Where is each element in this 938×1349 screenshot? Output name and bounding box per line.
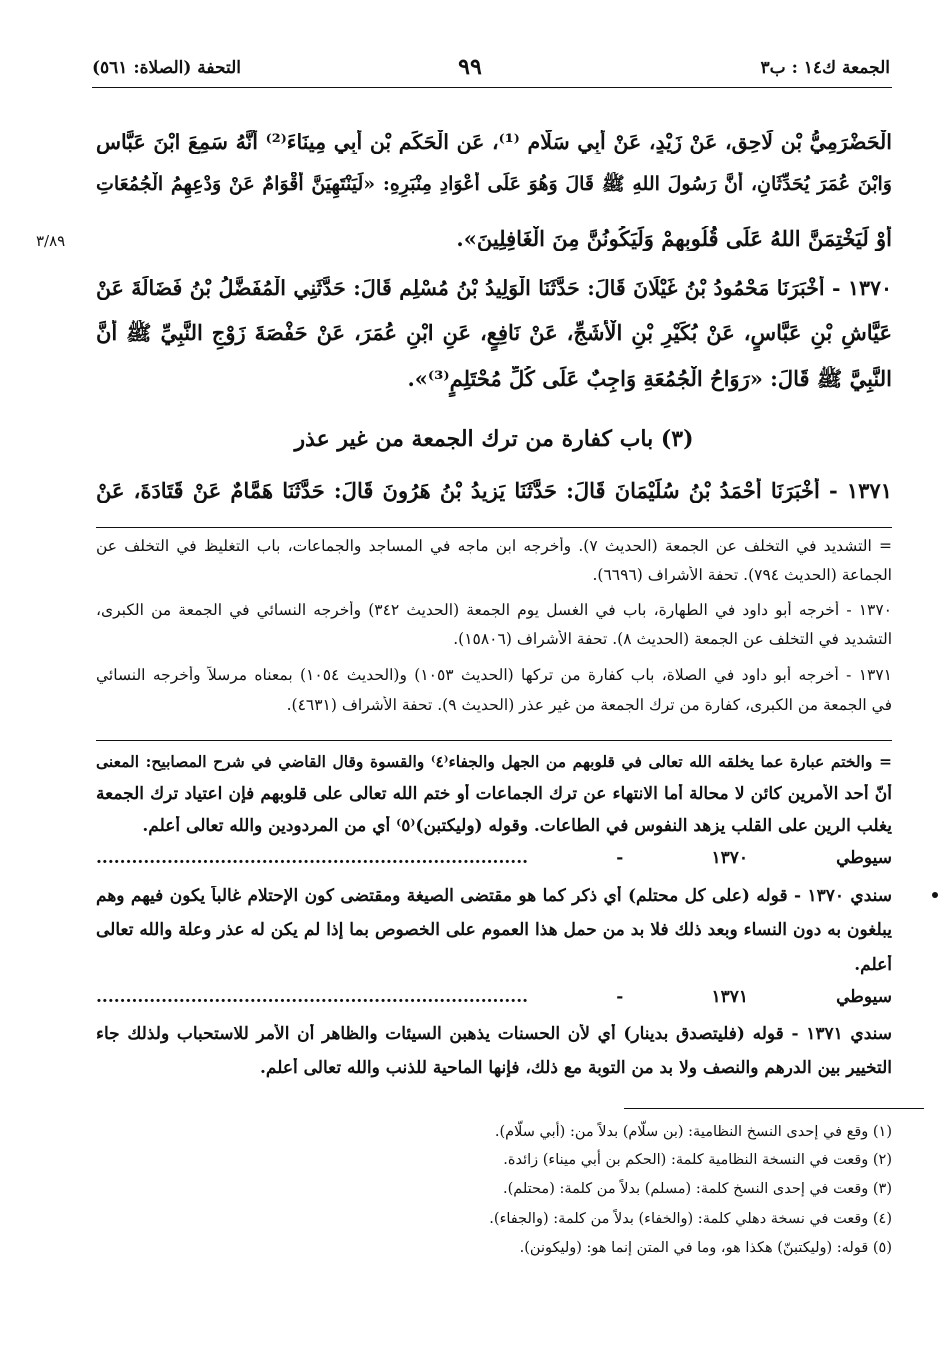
chapter-heading: (٣) باب كفارة من ترك الجمعة من غير عذر	[294, 426, 694, 452]
footnote: (٢) وقعت في النسخة النظامية كلمة: (الحكم بن أبي ميناء) زائدة.	[503, 1152, 892, 1168]
hadith-line: أَوْ لَيَخْتِمَنَّ اللهُ عَلَى قُلُوبِهِمْ وَلَيَكُونُنَّ مِنَ الْغَافِلِينَ».	[456, 226, 892, 251]
sharh-line: أعلم.	[854, 955, 892, 975]
suyuti-1370: سيوطي ١٣٧٠ - .........................................................................	[96, 848, 892, 868]
footnote: (٤) وقعت في نسخة دهلي كلمة: (والخفاء) بدلاً من كلمة: (والجفاء).	[489, 1211, 892, 1227]
hadith-line: ١٣٧١ - أَخْبَرَنَا أَحْمَدُ بْنُ سُلَيْمَانَ قَالَ: حَدَّثَنَا يَزِيدُ بْنُ هَرُونَ قَالَ: حَدَّثَنَا هَمَّامٌ عَنْ قَتَادَةَ، عَنْ	[96, 478, 892, 503]
sharh-line: التخيير بين الدرهم والنصف ولا بد من التوبة مع ذلك، فإنها الماحية للذنب والله تعالى أعلم.	[259, 1058, 892, 1078]
sharh-divider	[96, 740, 892, 741]
takhrij-line: ١٣٧١ - أخرجه أبو داود في الصلاة، باب كفارة من تركها (الحديث ١٠٥٣) و(الحديث ١٠٥٤) بمعناه مرسلاً وأخرجه النسائي	[96, 666, 892, 684]
sharh-line: أنّ أحد الأمرين كائن لا محالة أما الانتهاء عن ترك الجماعات أو ختم الله تعالى على قلوبهم فإن اعتياد ترك الجمعة	[96, 784, 892, 804]
margin-bullet	[932, 892, 938, 898]
page-number: ٩٩	[458, 54, 482, 80]
margin-volume-ref: ٣/٨٩	[36, 232, 66, 250]
sharh-line: = والختم عبارة عما يخلقه الله تعالى في قلوبهم من الجهل والجفاء⁽٤⁾ والقسوة وقال القاضي في شرح المصابيح: المعنى	[96, 752, 892, 771]
footnote: (١) وقع في إحدى النسخ النظامية: (بن سلّام) بدلاً من: (أبي سلّام).	[494, 1124, 892, 1140]
footnote: (٣) وقعت في إحدى النسخ كلمة: (مسلم) بدلاً من كلمة: (محتلم).	[502, 1181, 892, 1197]
hadith-line: ١٣٧٠ - أَخْبَرَنَا مَحْمُودُ بْنُ غَيْلَانَ قَالَ: حَدَّثَنَا الْوَلِيدُ بْنُ مُسْلِمٍ قَالَ: حَدَّثَنِي الْمُفَضَّلُ بْنُ فَضَالَةَ عَنْ	[96, 276, 892, 300]
sindi-1371: سندي ١٣٧١ - قوله (فليتصدق بدينار) أي لأن الحسنات يذهبن السيئات والظاهر أن الأمر للاستحباب ولذلك جاء	[96, 1024, 892, 1044]
footnote: (٥) قوله: (وليكتبنّ) هكذا هو، وما في المتن إنما هو: (وليكونن).	[519, 1240, 892, 1256]
takhrij-line: = التشديد في التخلف عن الجمعة (الحديث ٧). وأخرجه ابن ماجه في المساجد والجماعات، باب التغليظ في التخلف عن	[96, 537, 892, 555]
hadith-line: الْحَضْرَمِيُّ بْنِ لَاحِقٍ، عَنْ زَيْدٍ، عَنْ أَبِي سَلَّامٍ ⁽¹⁾، عَنِ الْحَكَمِ بْنِ أَبِي مِينَاءَ⁽²⁾ أَنَّهُ سَمِعَ ابْنَ عَبَّاسٍ	[96, 130, 892, 154]
sindi-1370: سندي ١٣٧٠ - قوله (على كل محتلم) أي ذكر كما هو مقتضى الصيغة ومقتضى كون الإحتلام غالباً يكون فيهم وهم	[96, 886, 892, 906]
hadith-line: النَّبِيَّ ﷺ قَالَ: «رَوَاحُ الْجُمُعَةِ وَاجِبٌ عَلَى كُلِّ مُحْتَلِمٍ⁽³⁾».	[407, 366, 892, 391]
header-tuhfa-ref: التحفة (الصلاة: ٥٦١)	[92, 58, 242, 78]
takhrij-line: ١٣٧٠ - أخرجه أبو داود في الطهارة، باب في الغسل يوم الجمعة (الحديث ٣٤٢) وأخرجه النسائي في الجمعة من الكبرى،	[96, 601, 892, 619]
hadith-line: وَابْنَ عُمَرَ يُحَدِّثَانِ، أَنَّ رَسُولَ اللهِ ﷺ قَالَ وَهُوَ عَلَى أَعْوَادِ مِنْبَرِهِ: «لَيَنْتَهِيَنَّ أَقْوَامٌ عَنْ وَدْعِهِمُ الْجُمُعَاتِ	[96, 173, 892, 195]
suyuti-1371: سيوطي ١٣٧١ - .........................................................................	[96, 987, 892, 1007]
footnote-divider	[624, 1108, 924, 1109]
hadith-line: عَيَّاشِ بْنِ عَبَّاسٍ، عَنْ بُكَيْرِ بْنِ الْأَشَجِّ، عَنْ نَافِعٍ، عَنِ ابْنِ عُمَرَ، عَنْ حَفْصَةَ زَوْجِ النَّبِيِّ ﷺ أَنَّ	[96, 320, 892, 345]
takhrij-line: الجماعة (الحديث ٧٩٤). تحفة الأشراف (٦٦٩٦).	[592, 566, 892, 584]
header-divider	[92, 87, 892, 88]
sharh-line: يغلب الرين على القلب يزهد النفوس في الطاعات. وقوله (وليكتبن)⁽٥⁾ أي من المردودين والله تعالى أعلم.	[142, 816, 892, 836]
takhrij-line: في الجمعة من الكبرى، كفارة من ترك الجمعة من غير عذر (الحديث ٩). تحفة الأشراف (٤٦٣١).	[286, 696, 892, 714]
sharh-line: يبلغون به دون النساء وبعد ذلك فلا بد من حمل هذا العموم على الخصوص بما إذا لم يكن له عذر وعلة والله تعالى	[96, 920, 892, 940]
header-chapter-ref: الجمعة ك١٤ : ب٣	[760, 58, 890, 78]
takhrij-divider	[96, 527, 892, 528]
takhrij-line: التشديد في التخلف عن الجمعة (الحديث ٨). تحفة الأشراف (١٥٨٠٦).	[453, 630, 892, 648]
